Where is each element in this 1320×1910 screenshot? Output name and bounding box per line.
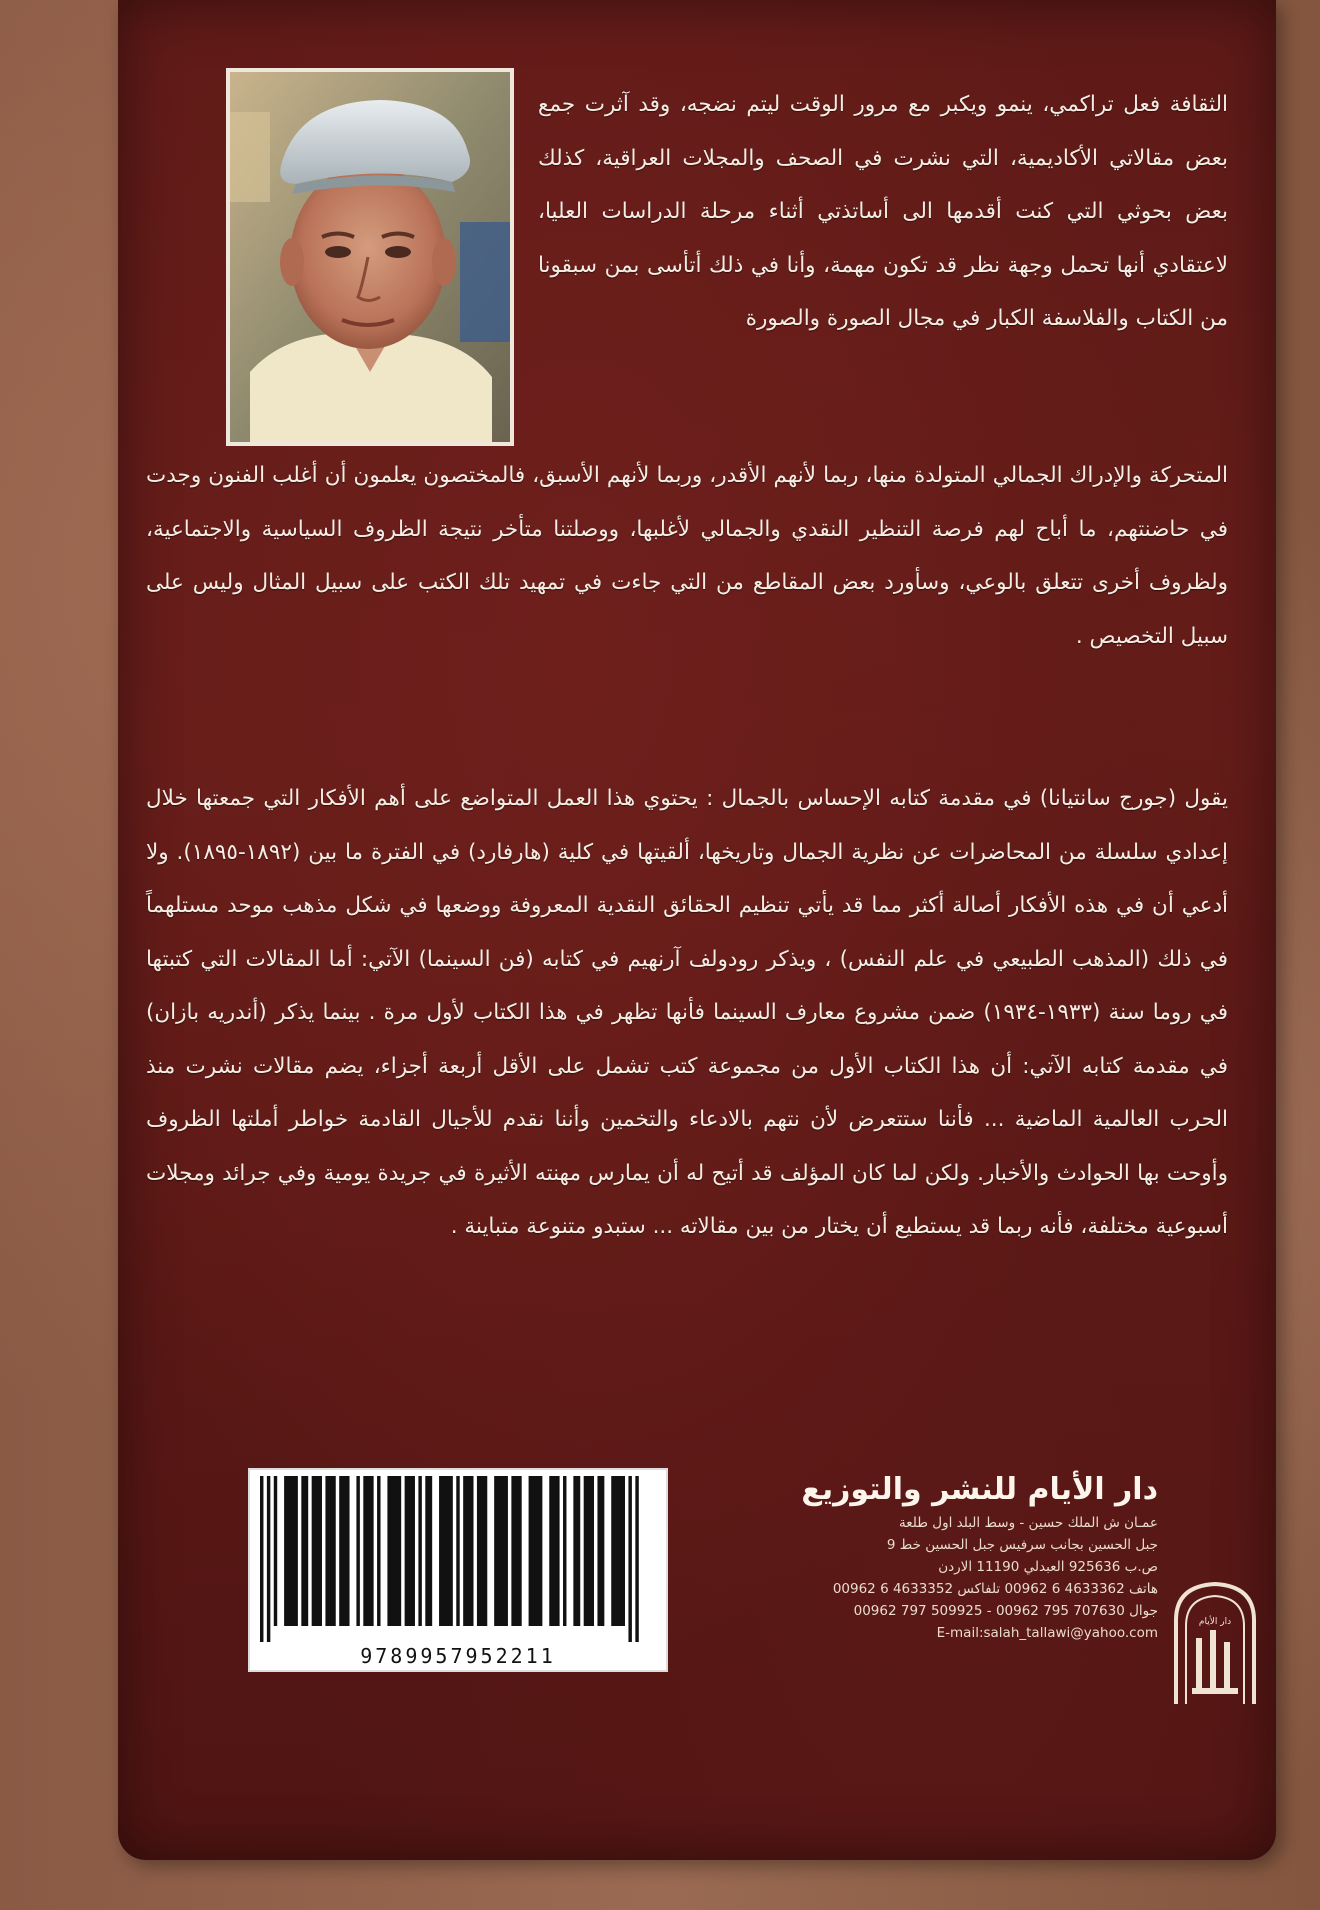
- barcode-bar: [563, 1476, 566, 1626]
- author-photo: [226, 68, 514, 446]
- barcode-bar: [284, 1476, 298, 1626]
- barcode-bar: [274, 1476, 277, 1626]
- intro-paragraph-part-2: المتحركة والإدراك الجمالي المتولدة منها، ربما لأنهم الأقدر، وربما لأنهم الأسبق، فالمختصون يعلمون أن أغلب الفنون وجدت في حاضنتهم، ما أباح لهم فرصة التنظير النقدي والجمالي لأغلبها، ووصلتنا متأخر نتيجة الظروف السياسية والاجتماعية، ولظروف أخرى تتعلق بالوعي، وسأورد بعض المقاطع من التي جاءت في تمهيد تلك الكتب على سبيل المثال وليس على سبيل التخصيص .: [146, 463, 1228, 649]
- publisher-phone-fax: هاتف 4633362 6 00962 تلفاكس 4633352 6 00962: [832, 1581, 1158, 1597]
- publisher-logo-icon: [1168, 1580, 1263, 1704]
- barcode-bar: [418, 1476, 421, 1626]
- intro-paragraph-part-1: الثقافة فعل تراكمي، ينمو ويكبر مع مرور الوقت ليتم نضجه، وقد آثرت جمع بعض مقالاتي الأكاديمية، التي نشرت في الصحف والمجلات العراقية، كذلك بعض بحوثي التي كنت أقدمها الى أساتذتي أثناء مرحلة الدراسات العليا، لاعتقادي أنها تحمل وجهة نظر قد تكون مهمة، وأنا في ذلك أتأسى بمن سبقونا من الكتاب والفلاسفة الكبار في مجال الصورة والصورة: [538, 92, 1228, 331]
- barcode-bar: [511, 1476, 521, 1626]
- barcode-bars: [250, 1470, 666, 1642]
- book-back-cover: [118, 0, 1276, 1860]
- barcode-bar: [312, 1476, 322, 1626]
- barcode-bar: [363, 1476, 373, 1626]
- barcode-bar: [611, 1476, 625, 1626]
- intro-paragraph-continuation: [146, 449, 1228, 663]
- publisher-address-line-1: عمـان ش الملك حسين - وسط البلد اول طلعة: [899, 1515, 1158, 1531]
- isbn-barcode: [248, 1468, 668, 1672]
- barcode-guard-bar: [628, 1476, 631, 1642]
- publisher-email: E-mail:salah_tallawi@yahoo.com: [936, 1625, 1158, 1641]
- barcode-bar: [425, 1476, 432, 1626]
- quotes-paragraph-text: يقول (جورج سانتيانا) في مقدمة كتابه الإحساس بالجمال : يحتوي هذا العمل المتواضع على أهم الأفكار التي جمعتها خلال إعدادي سلسلة من المحاضرات عن نظرية الجمال وتاريخها، ألقيتها في كلية (هارفارد) في الفترة ما بين (١٨٩٢-١٨٩٥). ولا أدعي أن في هذه الأفكار أصالة أكثر مما قد يأتي تنظيم الحقائق النقدية المعروفة ووضعها في شكل مذهب موحد مستلهماً في ذلك (المذهب الطبيعي في علم النفس) ، ويذكر رودولف آرنهيم في كتابه (فن السينما) الآتي: أما المقالات التي كتبتها في روما سنة (١٩٣٣-١٩٣٤) ضمن مشروع معارف السينما فأنها تظهر في هذا الكتاب لأول مرة . بينما يذكر (أندريه بازان) في مقدمة كتابه الآتي: أن هذا الكتاب الأول من مجموعة كتب تشمل على الأقل أربعة أجزاء، يضم مقالات نشرت منذ الحرب العالمية الماضية ... فأننا ستتعرض لأن نتهم بالادعاء والتخمين وأننا نقدم للأجيال القادمة خواطر أملتها الظروف وأوحت بها الحوادث والأخبار. ولكن لما كان المؤلف قد أتيح له أن يمارس مهنته الأثيرة في جريدة يومية وفي جرائد ومجلات أسبوعية مختلفة، فأنه ربما قد يستطيع أن يختار من بين مقالاته ... ستبدو متنوعة متباينة .: [146, 786, 1229, 1239]
- barcode-bar: [463, 1476, 473, 1626]
- barcode-bar: [356, 1476, 359, 1626]
- barcode-bar: [377, 1476, 380, 1626]
- isbn-number: 9789957952211: [360, 1644, 556, 1668]
- publisher-address-line-2: جبل الحسين بجانب سرفيس جبل الحسين خط 9: [886, 1537, 1158, 1553]
- barcode-bar: [529, 1476, 543, 1626]
- intro-paragraph-beside-photo: [538, 78, 1228, 346]
- barcode-bar: [573, 1476, 580, 1626]
- barcode-bar: [584, 1476, 594, 1626]
- barcode-guard-bar: [267, 1476, 270, 1642]
- publisher-mobile: جوال 707630 795 00962 - 509925 797 00962: [853, 1603, 1158, 1619]
- publisher-info: [718, 1468, 1158, 1644]
- publisher-name: دار الأيام للنشر والتوزيع: [801, 1472, 1158, 1507]
- barcode-guard-bar: [635, 1476, 638, 1642]
- barcode-bar: [325, 1476, 335, 1626]
- barcode-bar: [387, 1476, 401, 1626]
- barcode-bar: [301, 1476, 308, 1626]
- publisher-logo-text: دار الأيام: [1198, 1617, 1232, 1627]
- barcode-bar: [456, 1476, 459, 1626]
- barcode-bar: [597, 1476, 604, 1626]
- barcode-bar: [439, 1476, 453, 1626]
- publisher-po-box: ص.ب 925636 العبدلي 11190 الاردن: [938, 1559, 1158, 1575]
- barcode-bar: [494, 1476, 508, 1626]
- barcode-bar: [405, 1476, 415, 1626]
- quotes-paragraph: [146, 772, 1228, 1254]
- barcode-guard-bar: [260, 1476, 263, 1642]
- author-portrait-illustration: [230, 72, 510, 442]
- barcode-bar: [339, 1476, 349, 1626]
- barcode-bar: [549, 1476, 559, 1626]
- barcode-bar: [477, 1476, 487, 1626]
